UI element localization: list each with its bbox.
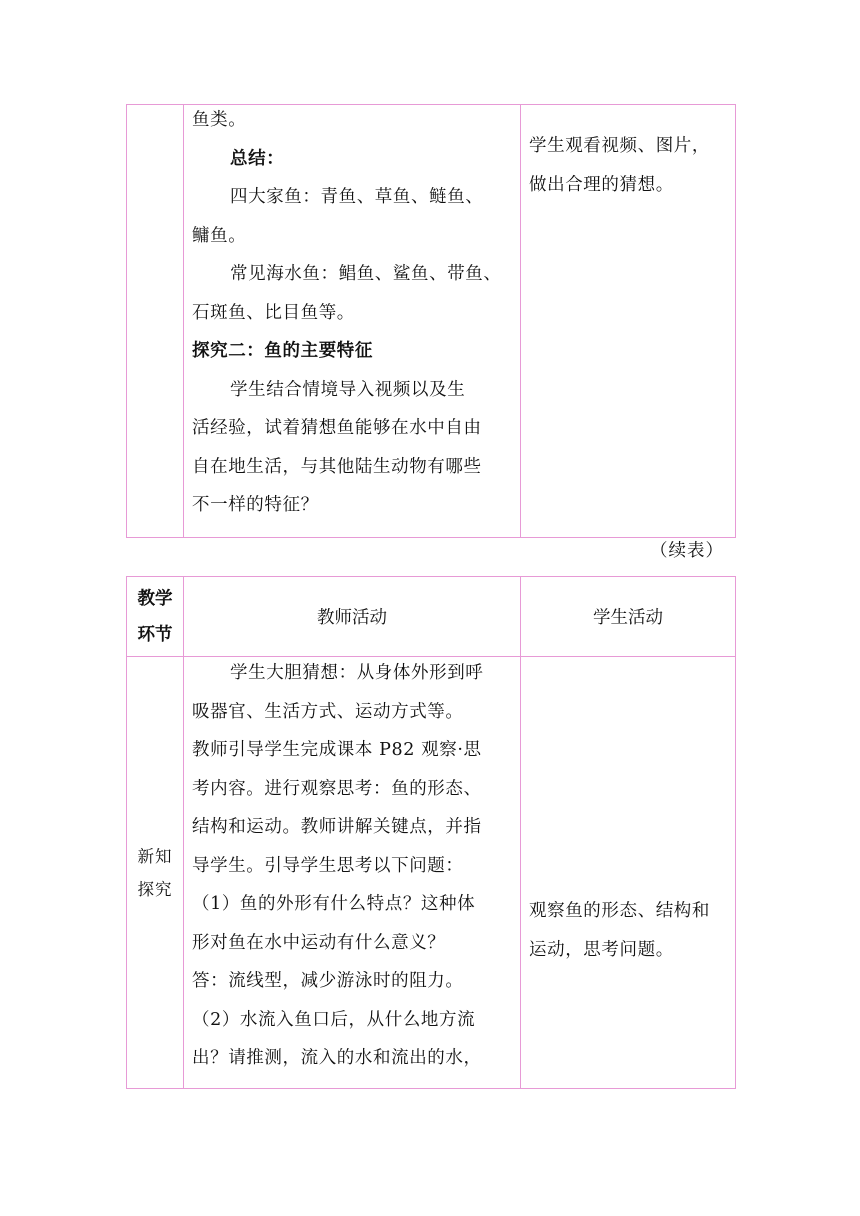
text-line: 结构和运动。教师讲解关键点，并指 xyxy=(192,817,482,837)
header-section-cell xyxy=(127,577,184,657)
text-line: 出？请推测，流入的水和流出的水， xyxy=(192,1048,482,1068)
text-line: 四大家鱼：青鱼、草鱼、鲢鱼、 xyxy=(230,187,484,207)
header-teacher-cell xyxy=(184,577,521,657)
section-cell xyxy=(127,657,184,1089)
header-section-label: 环节 xyxy=(137,624,173,645)
text-line: 活经验，试着猜想鱼能够在水中自由 xyxy=(192,418,482,438)
section-label: 探究 xyxy=(137,879,173,899)
text-line: 观察鱼的形态、结构和 xyxy=(529,901,710,921)
header-section-label: 教学 xyxy=(137,588,173,609)
text-line: （2）水流入鱼口后，从什么地方流 xyxy=(192,1009,476,1030)
header-student-label: 学生活动 xyxy=(593,608,663,628)
student-activity-cell xyxy=(521,657,736,1089)
text-line: 导学生。引导学生思考以下问题： xyxy=(192,855,464,876)
text-line: 做出合理的猜想。 xyxy=(529,174,674,195)
text-line: 考内容。进行观察思考：鱼的形态、 xyxy=(192,778,482,799)
text-line: 学生观看视频、图片， xyxy=(529,136,710,156)
text-line: 不一样的特征？ xyxy=(192,495,319,515)
text-line: 学生结合情境导入视频以及生 xyxy=(230,379,466,400)
header-teacher-label: 教师活动 xyxy=(317,608,387,628)
lesson-table-continued xyxy=(126,104,736,538)
text-line: 鱼类。 xyxy=(192,110,247,130)
text-line: 常见海水鱼：鲳鱼、鲨鱼、带鱼、 xyxy=(230,264,502,284)
text-line: 答：流线型，减少游泳时的阻力。 xyxy=(192,971,464,991)
text-line: 石斑鱼、比目鱼等。 xyxy=(192,302,355,323)
text-line: 学生大胆猜想：从身体外形到呼 xyxy=(230,663,484,683)
summary-heading: 总结： xyxy=(230,148,285,169)
student-activity-cell xyxy=(521,105,736,538)
teacher-activity-cell xyxy=(184,657,521,1089)
lesson-table xyxy=(126,576,736,1089)
section-cell xyxy=(127,105,184,538)
text-line: 教师引导学生完成课本 P82 观察·思 xyxy=(192,740,482,760)
teacher-activity-cell xyxy=(184,105,521,538)
section-label: 新知 xyxy=(137,846,173,866)
text-line: （1）鱼的外形有什么特点？这种体 xyxy=(192,894,476,914)
text-line: 形对鱼在水中运动有什么意义？ xyxy=(192,932,446,953)
text-line: 鳙鱼。 xyxy=(192,225,247,246)
section-heading: 探究二：鱼的主要特征 xyxy=(192,341,373,361)
header-student-cell xyxy=(521,577,736,657)
text-line: 吸器官、生活方式、运动方式等。 xyxy=(192,701,464,722)
text-line: 运动，思考问题。 xyxy=(529,939,674,960)
text-line: 自在地生活，与其他陆生动物有哪些 xyxy=(192,456,482,477)
continued-label: （续表） xyxy=(650,541,724,561)
